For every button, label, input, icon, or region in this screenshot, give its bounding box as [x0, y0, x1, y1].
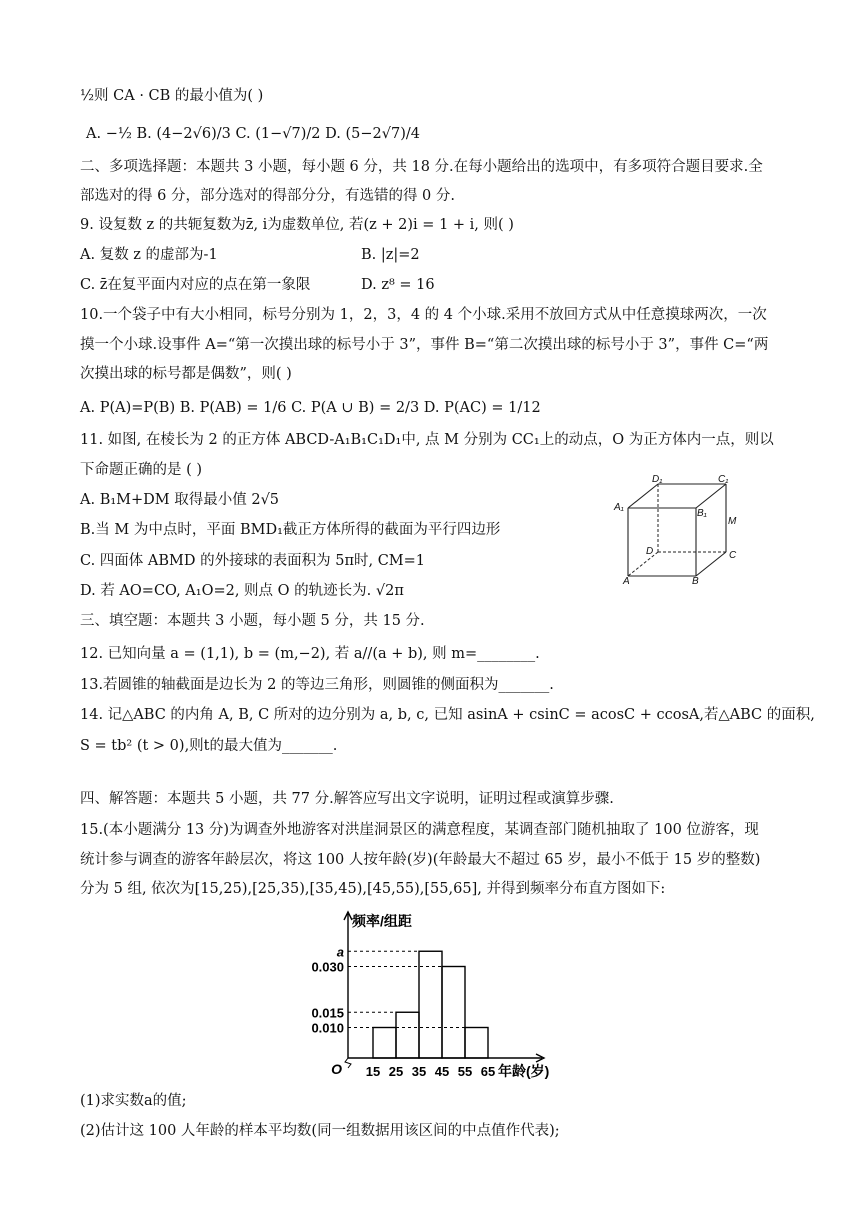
q10-options: A. P(A)=P(B) B. P(AB) = 1/6 C. P(A ∪ B) = 2/3 D. P(AC) = 1/12 — [80, 400, 541, 416]
hist-ytick-label: 0.030 — [311, 959, 344, 975]
hist-xtick-label: 15 — [365, 1064, 381, 1079]
hist-xlabel: 年龄(岁) — [498, 1063, 550, 1079]
q13-stem: 13.若圆锥的轴截面是边长为 2 的等边三角形，则圆锥的侧面积为_______. — [80, 677, 554, 693]
frequency-histogram — [290, 906, 570, 1084]
cube-label-a: A — [623, 576, 630, 586]
q9-option-d: D. z⁸ = 16 — [361, 277, 435, 293]
hist-bar-15-25 — [373, 1028, 396, 1059]
q8-options: A. −½ B. (4−2√6)/3 C. (1−√7)/2 D. (5−2√7)/4 — [86, 126, 420, 142]
cube-label-b1: B₁ — [697, 508, 707, 519]
hist-origin: O — [331, 1061, 342, 1077]
cube-label-m: M — [728, 516, 737, 527]
q15-stem: 15.(本小题满分 13 分)为调查外地游客对洪崖洞景区的满意程度，某调查部门随机抽取了 100 位游客，现 — [80, 822, 759, 838]
q15-part-1: (1)求实数a的值; — [80, 1093, 187, 1109]
cube-figure — [612, 474, 752, 586]
section-3-heading: 三、填空题：本题共 3 小题，每小题 5 分，共 15 分. — [80, 613, 425, 629]
q14-stem-cont: S = tb² (t > 0),则t的最大值为_______. — [80, 738, 338, 754]
q15-stem-end: 分为 5 组, 依次为[15,25),[25,35),[35,45),[45,55),[55,65], 并得到频率分布直方图如下: — [80, 881, 666, 897]
q8-stem-tail: ½则 CA · CB 的最小值为( ) — [80, 88, 264, 104]
q12-stem: 12. 已知向量 a = (1,1), b = (m,−2), 若 a//(a + b), 则 m=________. — [80, 646, 540, 662]
cube-label-c1: C₁ — [718, 474, 729, 485]
hist-bar-35-45 — [419, 951, 442, 1058]
cube-label-a1: A₁ — [614, 502, 624, 513]
cube-label-b: B — [692, 576, 699, 586]
q11-option-b: B.当 M 为中点时，平面 BMD₁截正方体所得的截面为平行四边形 — [80, 522, 501, 538]
q10-stem: 10.一个袋子中有大小相同，标号分别为 1，2，3，4 的 4 个小球.采用不放回方式从中任意摸球两次，一次 — [80, 307, 767, 323]
hist-bar-45-55 — [442, 967, 465, 1059]
q11-option-a: A. B₁M+DM 取得最小值 2√5 — [80, 492, 280, 508]
hist-bar-25-35 — [396, 1012, 419, 1058]
q9-option-b: B. |z|=2 — [361, 247, 420, 263]
q11-option-c: C. 四面体 ABMD 的外接球的表面积为 5π时, CM=1 — [80, 553, 426, 569]
q10-stem-cont: 摸一个小球.设事件 A=“第一次摸出球的标号小于 3”，事件 B=“第二次摸出球的标号小于 3”，事件 C=“两 — [80, 337, 769, 353]
hist-ytick-label: 0.010 — [311, 1020, 344, 1036]
q11-stem-cont: 下命题正确的是 ( ) — [80, 462, 203, 478]
hist-ytick-label: a — [336, 944, 344, 960]
section-2-heading: 二、多项选择题：本题共 3 小题，每小题 6 分，共 18 分.在每小题给出的选项中，有多项符合题目要求.全 — [80, 159, 763, 175]
q9-option-c: C. z̄在复平面内对应的点在第一象限 — [80, 277, 311, 293]
section-2-heading-cont: 部选对的得 6 分，部分选对的得部分分，有选错的得 0 分. — [80, 188, 455, 204]
section-4-heading: 四、解答题：本题共 5 小题，共 77 分.解答应写出文字说明，证明过程或演算步骤. — [80, 791, 614, 807]
hist-xtick-label: 55 — [457, 1064, 473, 1079]
hist-xtick-label: 25 — [388, 1064, 404, 1079]
q9-option-a: A. 复数 z 的虚部为-1 — [80, 247, 218, 263]
q9-stem: 9. 设复数 z 的共轭复数为z̄, i为虚数单位, 若(z + 2)i = 1 + i, 则( ) — [80, 217, 514, 233]
q14-stem: 14. 记△ABC 的内角 A, B, C 所对的边分别为 a, b, c, 已知 asinA + csinC = acosC + ccosA,若△ABC 的面积, — [80, 707, 815, 723]
cube-label-c: C — [729, 550, 737, 561]
q11-stem: 11. 如图, 在棱长为 2 的正方体 ABCD-A₁B₁C₁D₁中, 点 M 分别为 CC₁上的动点，O 为正方体内一点，则以 — [80, 432, 774, 448]
q15-stem-cont: 统计参与调查的游客年龄层次，将这 100 人按年龄(岁)(年龄最大不超过 65 岁，最小不低于 15 岁的整数) — [80, 852, 761, 868]
hist-xtick-label: 45 — [434, 1064, 450, 1079]
hist-ylabel: 频率/组距 — [352, 913, 412, 929]
hist-ytick-label: 0.015 — [311, 1005, 344, 1021]
hist-xtick-label: 35 — [411, 1064, 427, 1079]
hist-bar-55-65 — [465, 1028, 488, 1059]
q10-stem-end: 次摸出球的标号都是偶数”，则( ) — [80, 366, 292, 382]
hist-xtick-label: 65 — [480, 1064, 496, 1079]
q11-option-d: D. 若 AO=CO, A₁O=2, 则点 O 的轨迹长为. √2π — [80, 583, 404, 599]
q15-part-2: (2)估计这 100 人年龄的样本平均数(同一组数据用该区间的中点值作代表); — [80, 1123, 560, 1139]
cube-label-d: D — [646, 546, 654, 557]
cube-label-d1: D₁ — [652, 474, 663, 485]
